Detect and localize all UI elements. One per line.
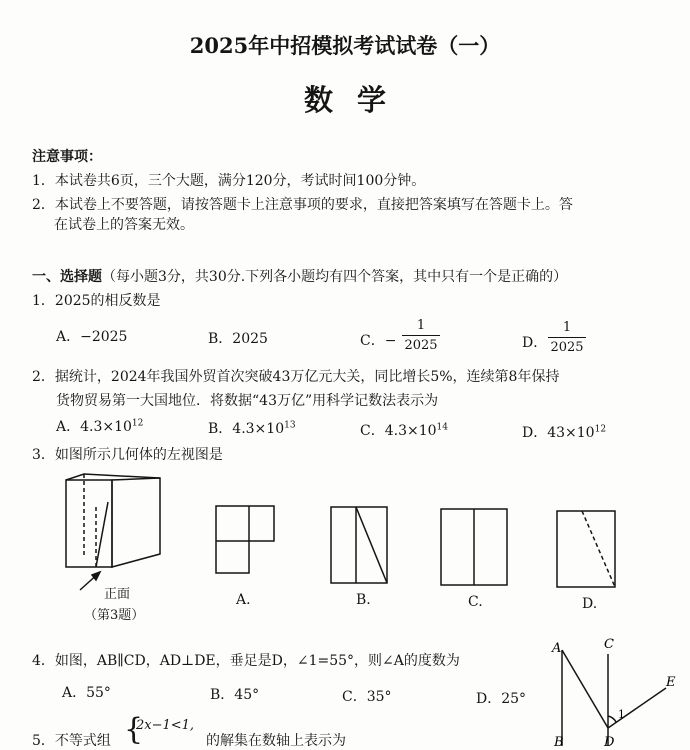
q3-option-a-label: A. bbox=[236, 592, 251, 608]
notice-item-1: 1．本试卷共6页，三个大题，满分120分，考试时间100分钟。 bbox=[32, 173, 426, 189]
label-A: A bbox=[552, 641, 562, 656]
q4-stem: 4．如图，AB∥CD，AD⊥DE，垂足是D，∠1=55°，则∠A的度数为 bbox=[32, 653, 460, 669]
q1-option-d-prefix: D． bbox=[522, 335, 548, 351]
q1-option-c-fraction bbox=[402, 318, 440, 353]
q3-view-a bbox=[215, 505, 275, 575]
q5-inequality-1: 2x−1<1, bbox=[136, 718, 195, 733]
q2-a-exponent: 12 bbox=[131, 418, 144, 429]
q1-d-denominator: 2025 bbox=[550, 340, 584, 355]
label-B: B bbox=[554, 735, 564, 750]
notice-heading: 注意事项： bbox=[32, 149, 102, 165]
q3-view-d bbox=[556, 510, 618, 588]
q3-option-b-label: B. bbox=[356, 592, 371, 608]
q1-c-denominator: 2025 bbox=[404, 338, 438, 353]
label-E: E bbox=[666, 675, 676, 690]
q3-caption: （第3题） bbox=[84, 608, 145, 623]
label-D: D bbox=[604, 735, 615, 750]
q1-option-d-fraction bbox=[548, 320, 586, 355]
q1-d-fraction-bar bbox=[548, 337, 586, 338]
section-1-label: 一、选择题 bbox=[32, 269, 102, 285]
view-a-outline bbox=[216, 506, 274, 573]
q4-option-c: C．35° bbox=[342, 689, 392, 705]
section-1-desc: （每小题3分，共30分.下列各小题均有四个答案，其中只有一个是正确的） bbox=[102, 269, 568, 285]
notice-item-2-line1: 2．本试卷上不要答题，请按答题卡上注意事项的要求，直接把答案填写在答题卡上。答 bbox=[32, 197, 573, 213]
q1-option-c-prefix: C．− bbox=[360, 333, 397, 349]
view-d-hidden-diagonal bbox=[582, 511, 615, 587]
view-b-diagonal bbox=[356, 507, 387, 583]
q3-option-d-label: D. bbox=[582, 596, 598, 612]
q2-c-base: C．4.3×10 bbox=[360, 423, 437, 439]
angle-1-arc bbox=[608, 716, 616, 722]
q2-a-base: A．4.3×10 bbox=[56, 419, 132, 435]
q4-option-b: B．45° bbox=[210, 687, 260, 703]
solid-right-face bbox=[112, 478, 160, 567]
q3-view-c bbox=[440, 508, 510, 586]
q2-option-d bbox=[522, 422, 606, 442]
q1-d-numerator: 1 bbox=[562, 320, 572, 335]
q1-option-b: B．2025 bbox=[208, 331, 268, 347]
section-1-header bbox=[32, 266, 567, 286]
q1-stem: 1．2025的相反数是 bbox=[32, 293, 161, 309]
q4-option-a: A．55° bbox=[62, 685, 111, 701]
view-b-outline bbox=[331, 507, 387, 583]
exam-title: 2025年中招模拟考试试卷（一） bbox=[189, 33, 501, 58]
q5-suffix: 的解集在数轴上表示为 bbox=[206, 733, 346, 749]
solid-slant-edge bbox=[96, 502, 108, 567]
view-d-outline bbox=[557, 511, 615, 587]
q3-front-label: 正面 bbox=[104, 587, 131, 602]
q4-geometry-figure bbox=[540, 632, 688, 750]
notice-item-2-line2: 在试卷上的答案无效。 bbox=[54, 217, 194, 233]
q2-b-exponent: 13 bbox=[284, 420, 296, 431]
line-de bbox=[608, 688, 666, 728]
q2-option-c bbox=[360, 420, 448, 440]
q2-d-base: D．43×10 bbox=[522, 425, 595, 441]
subject-title: 数学 bbox=[303, 83, 410, 117]
q2-option-a bbox=[56, 416, 143, 436]
q5-prefix: 5．不等式组 bbox=[32, 733, 111, 749]
solid-front-face bbox=[66, 480, 112, 567]
q2-line-2: 货物贸易第一大国地位．将数据“43万亿”用科学记数法表示为 bbox=[56, 393, 439, 409]
q2-d-exponent: 12 bbox=[594, 424, 607, 435]
q1-c-numerator: 1 bbox=[416, 318, 426, 333]
q1-option-a: A．−2025 bbox=[56, 329, 128, 345]
label-angle-1: 1 bbox=[618, 708, 625, 721]
line-ad bbox=[562, 650, 608, 728]
q3-stem: 3．如图所示几何体的左视图是 bbox=[32, 447, 223, 463]
q3-view-b bbox=[330, 506, 390, 586]
q4-option-d: D．25° bbox=[476, 691, 527, 707]
label-C: C bbox=[604, 637, 614, 652]
q2-b-base: B．4.3×10 bbox=[208, 421, 285, 437]
q2-option-b bbox=[208, 418, 296, 438]
q5-brace: { bbox=[124, 712, 144, 747]
q3-option-c-label: C. bbox=[468, 594, 483, 610]
q2-c-exponent: 14 bbox=[436, 422, 448, 433]
q2-line-1: 2．据统计，2024年我国外贸首次突破43万亿元大关，同比增长5%，连续第8年保持 bbox=[32, 369, 560, 385]
q1-c-fraction-bar bbox=[402, 335, 440, 336]
